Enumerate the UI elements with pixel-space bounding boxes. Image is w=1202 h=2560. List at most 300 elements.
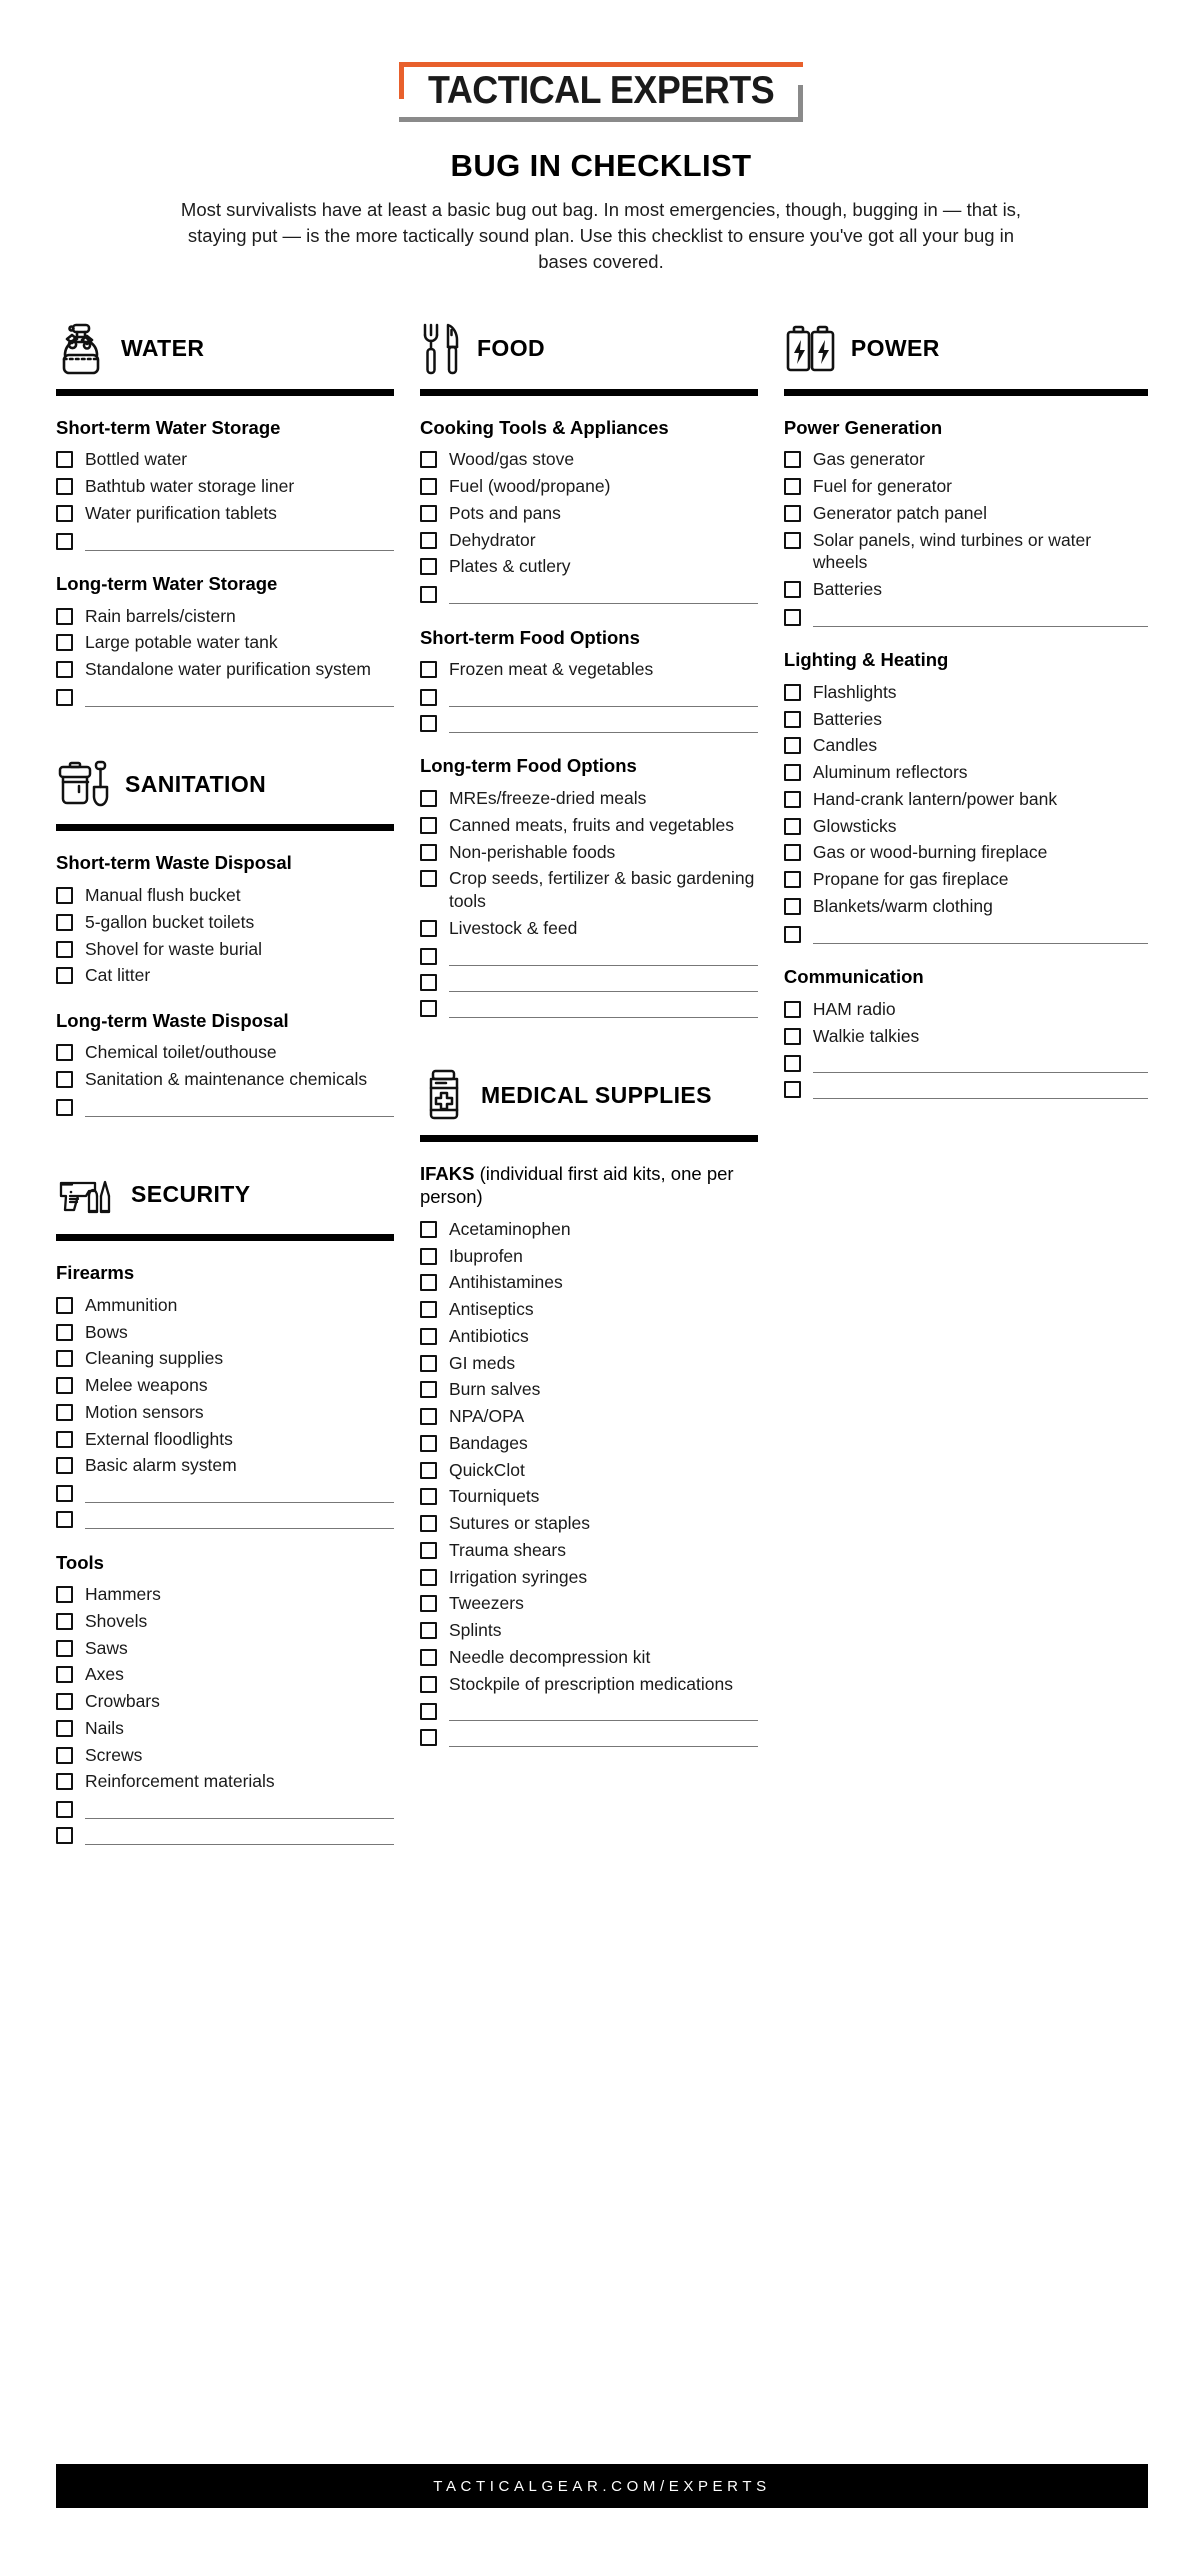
checklist-column [56, 316, 420, 1848]
group [56, 572, 394, 709]
list-item [420, 1430, 758, 1457]
write-in-line[interactable] [449, 1704, 758, 1721]
checkbox[interactable] [784, 684, 801, 701]
write-in-line[interactable] [449, 716, 758, 733]
fork-knife-icon [420, 322, 464, 376]
list-item-label: Chemical toilet/outhouse [85, 1042, 277, 1063]
list-item-label: Screws [85, 1744, 143, 1765]
checkbox[interactable] [56, 1613, 73, 1630]
section-header [56, 316, 394, 382]
write-in-line[interactable] [813, 1082, 1148, 1099]
bucket-shovel-icon [56, 759, 112, 809]
section-header [56, 1161, 394, 1227]
list-item-blank [420, 942, 758, 968]
section-header [56, 751, 394, 817]
checkbox[interactable] [784, 1055, 801, 1072]
checkbox[interactable] [420, 1622, 437, 1639]
list-item-blank [420, 994, 758, 1020]
group [420, 1162, 758, 1750]
list-item-blank [56, 1480, 394, 1506]
checkbox[interactable] [420, 1488, 437, 1505]
group [56, 416, 394, 553]
section-title: WATER [121, 335, 205, 362]
list-item-blank [784, 603, 1148, 629]
checklist-column [784, 316, 1148, 1102]
list-item-label: NPA/OPA [448, 1406, 525, 1427]
checkbox[interactable] [56, 1773, 73, 1790]
checkbox[interactable] [420, 1301, 437, 1318]
checkbox[interactable] [420, 661, 437, 678]
list-item [784, 996, 1148, 1023]
section-title: SECURITY [131, 1180, 251, 1207]
checkbox[interactable] [56, 1099, 73, 1116]
list-item [420, 866, 758, 916]
group [56, 851, 394, 989]
section-title: FOOD [476, 335, 545, 362]
list-item-label: Gas or wood-burning fireplace [812, 842, 1048, 863]
list-item [56, 1742, 394, 1769]
list-item [56, 1399, 394, 1426]
list-item [56, 474, 394, 501]
checkbox[interactable] [420, 451, 437, 468]
list-item-label: Pots and pans [448, 502, 561, 523]
write-in-line[interactable] [85, 1512, 394, 1529]
list-item-label: Shovels [85, 1610, 148, 1631]
checklist [420, 447, 758, 607]
write-in-line[interactable] [449, 949, 758, 966]
list-item [56, 1608, 394, 1635]
section-title: MEDICAL SUPPLIES [480, 1081, 712, 1108]
checklist [56, 603, 394, 709]
list-item-blank [784, 1050, 1148, 1076]
group-title [784, 416, 1148, 439]
checkbox[interactable] [56, 1747, 73, 1764]
checkbox[interactable] [56, 689, 73, 706]
checkbox[interactable] [784, 451, 801, 468]
section-security [56, 1161, 394, 1848]
list-item [56, 936, 394, 963]
section-title: POWER [850, 335, 940, 362]
write-in-line[interactable] [449, 1730, 758, 1747]
list-item-label: Gas generator [812, 449, 925, 470]
checkbox[interactable] [420, 1676, 437, 1693]
list-item-label: GI meds [448, 1352, 516, 1373]
page-title: BUG IN CHECKLIST [450, 147, 752, 183]
checkbox[interactable] [420, 1569, 437, 1586]
checkbox[interactable] [420, 558, 437, 575]
list-item-label: Standalone water purification system [85, 659, 371, 680]
checkbox[interactable] [420, 1355, 437, 1372]
checkbox[interactable] [56, 1666, 73, 1683]
checkbox[interactable] [420, 1542, 437, 1559]
list-item-label: Antibiotics [448, 1325, 529, 1346]
group-title [420, 1162, 758, 1208]
checkbox[interactable] [420, 586, 437, 603]
list-item-label: Fuel (wood/propane) [448, 476, 611, 497]
list-item-blank [420, 1724, 758, 1750]
section-water [56, 316, 394, 710]
checkbox[interactable] [420, 1381, 437, 1398]
list-item-label: Bows [85, 1321, 128, 1342]
list-item-blank [56, 683, 394, 709]
list-item-label: Generator patch panel [812, 502, 988, 523]
group [784, 648, 1148, 946]
list-item [420, 1270, 758, 1297]
checkbox[interactable] [784, 581, 801, 598]
group [56, 1551, 394, 1848]
list-item-label: Ammunition [85, 1294, 178, 1315]
list-item-label: Sanitation & maintenance chemicals [85, 1068, 368, 1089]
list-item-label: Hand-crank lantern/power bank [812, 788, 1058, 809]
checkbox[interactable] [420, 1435, 437, 1452]
list-item-label: Shovel for waste burial [85, 938, 263, 959]
write-in-line[interactable] [85, 534, 394, 551]
list-item [420, 1564, 758, 1591]
checkbox[interactable] [784, 898, 801, 915]
list-item-label: 5-gallon bucket toilets [85, 911, 255, 932]
list-item [56, 1689, 394, 1716]
list-item-label: Non-perishable foods [448, 841, 616, 862]
list-item-label: Walkie talkies [812, 1025, 920, 1046]
checkbox[interactable] [784, 844, 801, 861]
checkbox[interactable] [56, 1511, 73, 1528]
checkbox[interactable] [420, 1408, 437, 1425]
checklist [784, 447, 1148, 630]
list-item-label: Sutures or staples [448, 1513, 590, 1534]
checkbox[interactable] [56, 1350, 73, 1367]
checkbox[interactable] [420, 532, 437, 549]
checkbox[interactable] [56, 914, 73, 931]
list-item-label: Acetaminophen [448, 1218, 571, 1239]
checkbox[interactable] [420, 1515, 437, 1532]
list-item [420, 1297, 758, 1324]
list-item [784, 474, 1148, 501]
checklist [56, 1292, 394, 1531]
checkbox[interactable] [784, 871, 801, 888]
checkbox[interactable] [56, 1071, 73, 1088]
list-item [420, 1323, 758, 1350]
list-item [56, 447, 394, 474]
section-header [420, 1062, 758, 1128]
checkbox[interactable] [56, 967, 73, 984]
section-divider [56, 1234, 394, 1241]
checkbox[interactable] [56, 1404, 73, 1421]
checkbox[interactable] [56, 1720, 73, 1737]
group-title-text: Lighting & Heating [783, 649, 949, 671]
write-in-line[interactable] [813, 927, 1148, 944]
list-item [784, 733, 1148, 760]
checkbox[interactable] [420, 1595, 437, 1612]
list-item [420, 915, 758, 942]
group [784, 416, 1148, 630]
list-item [420, 1591, 758, 1618]
checkbox[interactable] [420, 844, 437, 861]
section-medical-supplies [420, 1062, 758, 1750]
checkbox[interactable] [56, 1377, 73, 1394]
list-item-label: Ibuprofen [448, 1245, 523, 1266]
footer-bar [56, 2464, 1148, 2508]
list-item-label: Dehydrator [448, 529, 536, 550]
checkbox[interactable] [420, 1703, 437, 1720]
checkbox[interactable] [420, 1274, 437, 1291]
checkbox[interactable] [56, 1431, 73, 1448]
checkbox[interactable] [784, 1001, 801, 1018]
list-item [784, 527, 1148, 577]
write-in-line[interactable] [85, 1486, 394, 1503]
list-item-blank [56, 1506, 394, 1532]
checkbox[interactable] [420, 1221, 437, 1238]
checkbox[interactable] [56, 887, 73, 904]
pistol-ammo-icon [56, 1170, 118, 1218]
list-item-label: Propane for gas fireplace [812, 869, 1009, 890]
list-item [420, 839, 758, 866]
list-item [784, 893, 1148, 920]
list-item-label: Reinforcement materials [85, 1771, 275, 1792]
list-item [420, 657, 758, 684]
checkbox[interactable] [784, 926, 801, 943]
list-item-label: Livestock & feed [448, 917, 578, 938]
checkbox[interactable] [784, 532, 801, 549]
list-item [420, 1537, 758, 1564]
list-item-blank [784, 920, 1148, 946]
list-item-blank [56, 1796, 394, 1822]
list-item-blank [784, 1076, 1148, 1102]
list-item [420, 1511, 758, 1538]
checkbox[interactable] [56, 533, 73, 550]
list-item-label: Flashlights [812, 681, 897, 702]
list-item [56, 1453, 394, 1480]
list-item [784, 813, 1148, 840]
battery-bolt-icon [784, 324, 838, 374]
list-item [56, 1066, 394, 1093]
section-header [420, 316, 758, 382]
checkbox[interactable] [56, 941, 73, 958]
checkbox[interactable] [56, 1324, 73, 1341]
list-item-label: Trauma shears [448, 1539, 566, 1560]
page-subtitle: Most survivalists have at least a basic bug out bag. In most emergencies, though, bugging in — that is, staying put — is the more tactically sound plan. Use this checklist to ensure you've got all your bug in bases covered. [180, 198, 1022, 273]
list-item [56, 1040, 394, 1067]
checkbox[interactable] [56, 478, 73, 495]
group-title-text: Communication [783, 966, 924, 988]
section-header [784, 316, 1148, 382]
group-title-text: Long-term Food Options [419, 755, 637, 777]
checkbox[interactable] [420, 1000, 437, 1017]
write-in-line[interactable] [85, 690, 394, 707]
list-item-label: MREs/freeze-dried meals [448, 788, 647, 809]
checkbox[interactable] [56, 451, 73, 468]
list-item [420, 1404, 758, 1431]
section-divider [420, 389, 758, 396]
checkbox[interactable] [784, 711, 801, 728]
checkbox[interactable] [420, 1462, 437, 1479]
list-item-label: Crop seeds, fertilizer & basic gardening tools [448, 868, 755, 912]
group-title-text: Cooking Tools & Appliances [419, 416, 669, 438]
list-item-blank [420, 709, 758, 735]
checklist [784, 996, 1148, 1102]
checkbox[interactable] [420, 948, 437, 965]
list-item-label: Solar panels, wind turbines or water wheels [812, 529, 1092, 573]
group-title [56, 416, 394, 439]
list-item-label: Blankets/warm clothing [812, 895, 993, 916]
checkbox[interactable] [420, 790, 437, 807]
list-item [420, 554, 758, 581]
list-item-label: Bandages [448, 1432, 528, 1453]
group-title [420, 754, 758, 777]
list-item-label: Basic alarm system [85, 1455, 237, 1476]
checkbox[interactable] [420, 505, 437, 522]
list-item [56, 1582, 394, 1609]
checkbox[interactable] [784, 609, 801, 626]
group [56, 1261, 394, 1531]
checkbox[interactable] [56, 1485, 73, 1502]
brand-logo [399, 62, 803, 122]
list-item-label: Water purification tablets [85, 502, 277, 523]
list-item-label: Batteries [812, 579, 882, 600]
list-item-blank [56, 1093, 394, 1119]
list-item-label: Glowsticks [812, 815, 897, 836]
list-item-label: Bottled water [85, 449, 188, 470]
list-item-label: Saws [85, 1637, 128, 1658]
list-item-label: Axes [85, 1664, 124, 1685]
list-item-blank [420, 683, 758, 709]
checkbox[interactable] [420, 974, 437, 991]
list-item [56, 1635, 394, 1662]
list-item [56, 603, 394, 630]
checkbox[interactable] [784, 1081, 801, 1098]
list-item [56, 909, 394, 936]
checklist [420, 786, 758, 1021]
list-item [784, 786, 1148, 813]
checkbox[interactable] [784, 791, 801, 808]
checkbox[interactable] [420, 478, 437, 495]
group [784, 965, 1148, 1102]
list-item-label: QuickClot [448, 1459, 525, 1480]
checkbox[interactable] [420, 920, 437, 937]
write-in-line[interactable] [449, 690, 758, 707]
list-item-label: Bathtub water storage liner [85, 476, 295, 497]
write-in-line[interactable] [85, 1828, 394, 1845]
list-item-blank [420, 581, 758, 607]
checkbox[interactable] [56, 1801, 73, 1818]
list-item [56, 1292, 394, 1319]
list-item [56, 500, 394, 527]
group-title-text: Tools [56, 1551, 104, 1573]
list-item [420, 474, 758, 501]
group-title-text: Short-term Food Options [419, 626, 640, 648]
list-item-label: Tweezers [448, 1593, 524, 1614]
list-item [420, 1484, 758, 1511]
list-item-blank [420, 968, 758, 994]
checkbox[interactable] [420, 870, 437, 887]
list-item-label: Motion sensors [85, 1401, 204, 1422]
group-title-text: Long-term Waste Disposal [56, 1009, 289, 1031]
group-title-text: Short-term Water Storage [56, 416, 281, 438]
write-in-line[interactable] [449, 975, 758, 992]
list-item [56, 1769, 394, 1796]
list-item [420, 1457, 758, 1484]
checkbox[interactable] [784, 764, 801, 781]
write-in-line[interactable] [813, 610, 1148, 627]
checkbox[interactable] [56, 1827, 73, 1844]
checkbox[interactable] [56, 634, 73, 651]
list-item-label: Wood/gas stove [448, 449, 575, 470]
list-item-label: Cat litter [85, 965, 151, 986]
checkbox[interactable] [420, 817, 437, 834]
checkbox[interactable] [56, 1693, 73, 1710]
checkbox[interactable] [420, 1328, 437, 1345]
checkbox[interactable] [420, 1649, 437, 1666]
list-item-label: Nails [85, 1717, 124, 1738]
checkbox[interactable] [56, 1297, 73, 1314]
checkbox[interactable] [56, 1457, 73, 1474]
list-item [56, 883, 394, 910]
list-item-label: HAM radio [812, 998, 896, 1019]
checkbox[interactable] [784, 505, 801, 522]
list-item [420, 1671, 758, 1698]
checkbox[interactable] [56, 505, 73, 522]
write-in-line[interactable] [85, 1100, 394, 1117]
footer-url: TACTICALGEAR.COM/EXPERTS [433, 2477, 771, 2495]
checklist [56, 1040, 394, 1120]
checkbox[interactable] [56, 1640, 73, 1657]
group-title [56, 1261, 394, 1284]
list-item-label: Canned meats, fruits and vegetables [448, 814, 734, 835]
write-in-line[interactable] [85, 1802, 394, 1819]
checkbox[interactable] [420, 689, 437, 706]
section-divider [784, 389, 1148, 396]
checklist [56, 883, 394, 990]
write-in-line[interactable] [449, 587, 758, 604]
group-title-suffix: (individual first aid kits, one per person) [419, 1163, 734, 1208]
write-in-line[interactable] [449, 1001, 758, 1018]
page-header [0, 0, 1202, 276]
group-title-text: Firearms [56, 1262, 135, 1284]
checkbox[interactable] [420, 1248, 437, 1265]
checkbox[interactable] [56, 1044, 73, 1061]
checkbox[interactable] [784, 818, 801, 835]
section-divider [56, 824, 394, 831]
write-in-line[interactable] [813, 1056, 1148, 1073]
checkbox[interactable] [420, 715, 437, 732]
section-sanitation [56, 751, 394, 1119]
list-item-label: Melee weapons [85, 1375, 208, 1396]
checkbox[interactable] [784, 737, 801, 754]
list-item-label: Fuel for generator [812, 476, 953, 497]
list-item-label: Large potable water tank [85, 632, 278, 653]
list-item-label: Splints [448, 1620, 502, 1641]
group-title [420, 416, 758, 439]
checkbox[interactable] [56, 608, 73, 625]
list-item-label: Candles [812, 735, 878, 756]
list-item-label: Plates & cutlery [448, 556, 571, 577]
checkbox[interactable] [56, 661, 73, 678]
list-item-blank [56, 1822, 394, 1848]
list-item-label: Frozen meat & vegetables [448, 659, 654, 680]
checklist [420, 657, 758, 736]
list-item [420, 500, 758, 527]
list-item [420, 447, 758, 474]
checkbox[interactable] [420, 1729, 437, 1746]
checkbox[interactable] [56, 1586, 73, 1603]
checkbox[interactable] [784, 478, 801, 495]
list-item-label: Cleaning supplies [85, 1348, 224, 1369]
checkbox[interactable] [784, 1028, 801, 1045]
list-item [784, 500, 1148, 527]
list-item [56, 1426, 394, 1453]
list-item-label: Stockpile of prescription medications [448, 1673, 733, 1694]
section-divider [420, 1135, 758, 1142]
medicine-bottle-icon [420, 1068, 468, 1122]
